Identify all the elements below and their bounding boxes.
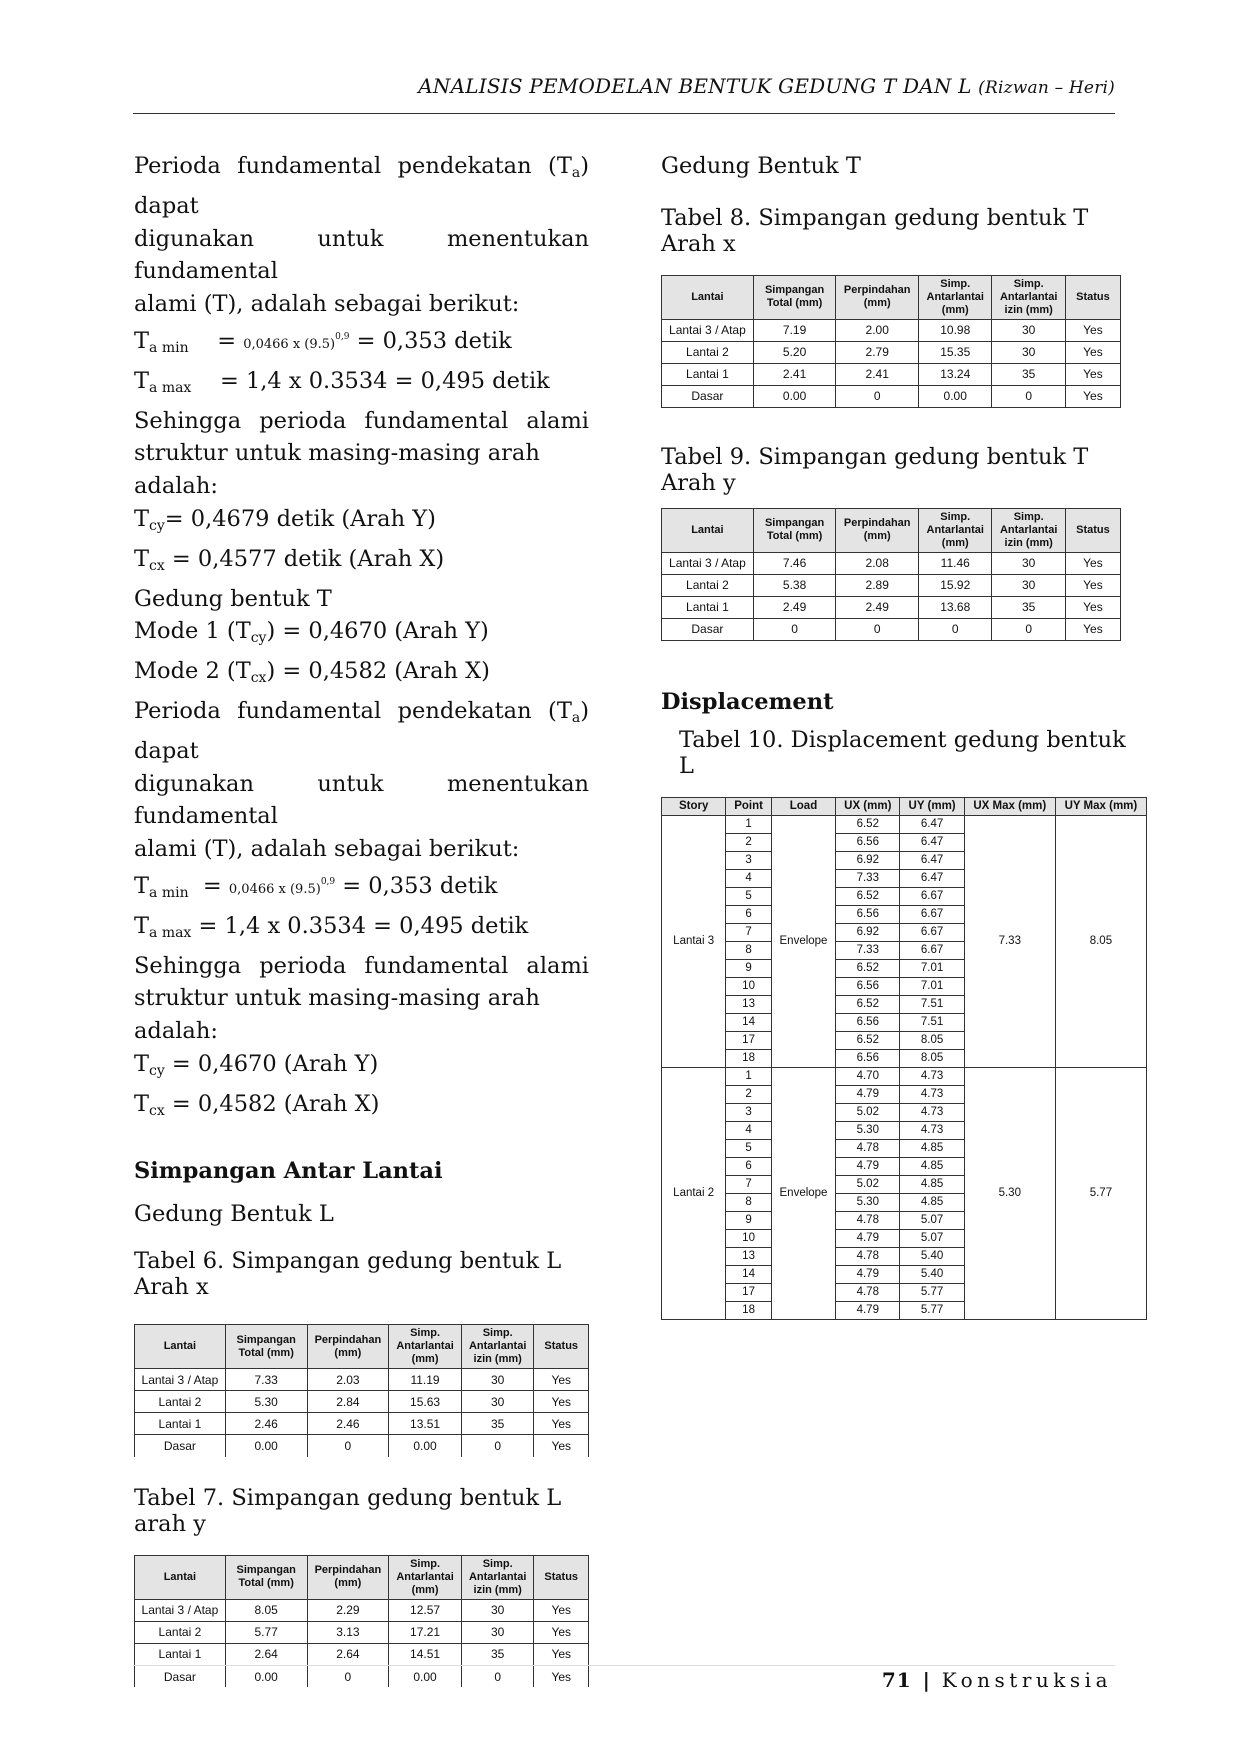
table-cell: Yes (534, 1599, 589, 1621)
ux-cell: 5.02 (836, 1103, 900, 1121)
column-header: Simp. Antarlantai (mm) (919, 508, 992, 552)
table-cell: 2.89 (836, 574, 919, 596)
column-header: Simp. Antarlantai izin (mm) (461, 1555, 534, 1599)
column-header: Status (534, 1325, 589, 1369)
table-row (662, 385, 1121, 407)
column-header: UY Max (mm) (1055, 797, 1146, 815)
point-cell: 18 (726, 1301, 772, 1319)
paragraph-line: Sehingga perioda fundamental alami (134, 407, 589, 434)
table-cell: 2.41 (836, 363, 919, 385)
table-cell: 30 (461, 1369, 534, 1391)
table-cell: 2.64 (225, 1643, 307, 1665)
uy-cell: 6.67 (900, 941, 964, 959)
table-cell: Yes (1065, 596, 1120, 618)
table-row (135, 1435, 589, 1457)
column-header: Simpangan Total (mm) (753, 508, 836, 552)
paragraph-line: alami (T), adalah sebagai berikut: (134, 291, 520, 318)
table-cell: Lantai 2 (662, 574, 754, 596)
table-cell: Yes (1065, 319, 1120, 341)
column-header: Status (534, 1555, 589, 1599)
tcy-equation: $T_{cy} = 0,4670$ (Arah Y) (134, 1050, 379, 1079)
table-6 (134, 1324, 589, 1457)
table-cell: 11.19 (389, 1369, 462, 1391)
ux-cell: 4.70 (836, 1067, 900, 1085)
table-cell: 13.24 (919, 363, 992, 385)
table-cell: Yes (534, 1621, 589, 1643)
ta-max-equation: $T_{a max}$ = 1,4 x 0.3534 = 0,495 detik (134, 367, 550, 396)
table-cell: 8.05 (225, 1599, 307, 1621)
table-cell: Lantai 2 (135, 1621, 226, 1643)
table-cell: 30 (992, 574, 1065, 596)
ux-cell: 4.79 (836, 1229, 900, 1247)
table-cell: 7.46 (753, 552, 836, 574)
column-header: Point (726, 797, 772, 815)
column-header: Simp. Antarlantai izin (mm) (992, 508, 1065, 552)
column-header: Load (771, 797, 835, 815)
uy-cell: 8.05 (900, 1031, 964, 1049)
paragraph-line: Perioda fundamental pendekatan $(T_a)$ dapat (134, 697, 589, 764)
table-cell: 35 (461, 1413, 534, 1435)
point-cell: 2 (726, 833, 772, 851)
column-header: Story (662, 797, 726, 815)
point-cell: 6 (726, 1157, 772, 1175)
column-header: Simpangan Total (mm) (225, 1325, 307, 1369)
point-cell: 5 (726, 1139, 772, 1157)
paragraph-line: struktur untuk masing-masing arah adalah: (134, 985, 540, 1045)
ta-min-equation: $T_{a min}$ = 0,0466 x $(9.5)^{0,9} = 0,353$ detik (134, 327, 512, 356)
table-cell: 3.13 (307, 1621, 389, 1643)
point-cell: 3 (726, 1103, 772, 1121)
footer-rule (133, 1665, 1115, 1666)
point-cell: 6 (726, 905, 772, 923)
table-cell: Yes (1065, 618, 1120, 640)
column-header: Perpindahan (mm) (307, 1555, 389, 1599)
point-cell: 17 (726, 1283, 772, 1301)
table-cell: 2.41 (753, 363, 836, 385)
point-cell: 10 (726, 1229, 772, 1247)
column-header: Lantai (662, 508, 754, 552)
table-cell: 35 (992, 363, 1065, 385)
uy-cell: 7.01 (900, 959, 964, 977)
subsection-title: Gedung Bentuk L (134, 1200, 334, 1227)
uy-cell: 6.47 (900, 833, 964, 851)
table-cell: 13.68 (919, 596, 992, 618)
table-7 (134, 1555, 589, 1688)
uy-cell: 4.85 (900, 1157, 964, 1175)
table-cell: 15.92 (919, 574, 992, 596)
point-cell: 9 (726, 1211, 772, 1229)
table-cell: 0 (753, 618, 836, 640)
table-cell: 2.49 (753, 596, 836, 618)
ux-cell: 7.33 (836, 869, 900, 887)
column-header: UY (mm) (900, 797, 964, 815)
table-cell: Lantai 2 (135, 1391, 226, 1413)
subsection-title: Gedung Bentuk T (661, 153, 861, 179)
table-cell: 17.21 (389, 1621, 462, 1643)
tcx-equation: $T_{cx} = 0,4582$ (Arah X) (134, 1090, 380, 1119)
uy-cell: 5.77 (900, 1283, 964, 1301)
column-header: UX (mm) (836, 797, 900, 815)
tcy-equation: $T_{cy}= 0,4679$ detik (Arah Y) (134, 505, 436, 534)
table-cell: 7.33 (225, 1369, 307, 1391)
running-head-authors: (Rizwan – Heri) (978, 78, 1115, 98)
ux-cell: 6.52 (836, 959, 900, 977)
table-row (135, 1599, 589, 1621)
paragraph-line: Perioda fundamental pendekatan $(T_a)$ dapat (134, 153, 589, 219)
uy-cell: 7.51 (900, 995, 964, 1013)
paragraph-line: digunakan untuk menentukan fundamental (134, 225, 589, 285)
point-cell: 1 (726, 815, 772, 833)
page-number: 71 (881, 1668, 912, 1692)
ta-max-equation: $T_{a max} = 1,4$ x 0.3534 = 0,495 detik (134, 912, 529, 941)
uy-cell: 4.73 (900, 1103, 964, 1121)
uy-cell: 4.73 (900, 1121, 964, 1139)
column-header: Simp. Antarlantai (mm) (389, 1555, 462, 1599)
uy-cell: 6.47 (900, 869, 964, 887)
table-cell: Yes (534, 1369, 589, 1391)
table-cell: 2.46 (307, 1413, 389, 1435)
ux-max-cell: 7.33 (964, 815, 1055, 1067)
table-cell: 0.00 (225, 1435, 307, 1457)
table-cell: Lantai 3 / Atap (662, 552, 754, 574)
uy-cell: 6.67 (900, 887, 964, 905)
column-header: Simp. Antarlantai (mm) (919, 275, 992, 319)
table-row (135, 1665, 589, 1687)
column-header: Simp. Antarlantai izin (mm) (992, 275, 1065, 319)
table-cell: 30 (461, 1621, 534, 1643)
ux-cell: 7.33 (836, 941, 900, 959)
column-header: Simpangan Total (mm) (225, 1555, 307, 1599)
ux-cell: 6.52 (836, 815, 900, 833)
running-head-title: ANALISIS PEMODELAN BENTUK GEDUNG T DAN L (418, 74, 972, 98)
column-header: UX Max (mm) (964, 797, 1055, 815)
table-caption: Tabel 8. Simpangan gedung bentuk T Arah x (661, 204, 1089, 257)
story-cell: Lantai 3 (662, 815, 726, 1067)
table-cell: Yes (1065, 552, 1120, 574)
table-cell: Yes (534, 1643, 589, 1665)
table-cell: 7.19 (753, 319, 836, 341)
table-cell: Yes (1065, 341, 1120, 363)
column-header: Simp. Antarlantai (mm) (389, 1325, 462, 1369)
table-row (135, 1391, 589, 1413)
journal-name: Konstruksia (941, 1668, 1112, 1692)
point-cell: 13 (726, 995, 772, 1013)
point-cell: 8 (726, 941, 772, 959)
table-cell: Lantai 3 / Atap (662, 319, 754, 341)
column-header: Perpindahan (mm) (836, 508, 919, 552)
table-cell: 0 (992, 385, 1065, 407)
point-cell: 7 (726, 1175, 772, 1193)
point-cell: 18 (726, 1049, 772, 1067)
ux-cell: 4.78 (836, 1247, 900, 1265)
tcx-equation: $T_{cx} = 0,4577$ detik (Arah X) (134, 545, 445, 574)
ux-cell: 4.79 (836, 1157, 900, 1175)
table-cell: Yes (1065, 363, 1120, 385)
table-cell: 11.46 (919, 552, 992, 574)
table-cell: 0 (461, 1435, 534, 1457)
paragraph-line: digunakan untuk menentukan fundamental (134, 770, 589, 830)
point-cell: 4 (726, 869, 772, 887)
table-cell: Yes (1065, 574, 1120, 596)
table-8 (661, 275, 1121, 408)
load-cell: Envelope (771, 1067, 835, 1319)
table-cell: Dasar (135, 1665, 226, 1687)
column-header: Lantai (135, 1325, 226, 1369)
column-header: Lantai (135, 1555, 226, 1599)
point-cell: 5 (726, 887, 772, 905)
uy-cell: 4.85 (900, 1175, 964, 1193)
table-row (662, 596, 1121, 618)
table-row (662, 363, 1121, 385)
table-cell: Lantai 1 (135, 1413, 226, 1435)
mode-1-line: Mode 1 $(T_{cy}) = 0,4670$ (Arah Y) (134, 618, 489, 647)
running-head (133, 74, 1115, 98)
column-header: Status (1065, 508, 1120, 552)
uy-cell: 6.67 (900, 905, 964, 923)
table-cell: 30 (992, 319, 1065, 341)
table-cell: 35 (461, 1643, 534, 1665)
table-cell: Yes (534, 1413, 589, 1435)
paragraph-line: Gedung bentuk T (134, 585, 332, 612)
table-cell: 5.20 (753, 341, 836, 363)
table-cell: 10.98 (919, 319, 992, 341)
uy-cell: 4.73 (900, 1067, 964, 1085)
ux-cell: 4.79 (836, 1085, 900, 1103)
table-caption: Tabel 6. Simpangan gedung bentuk L Arah x (134, 1248, 562, 1301)
table-cell: 14.51 (389, 1643, 462, 1665)
section-heading: Displacement (661, 688, 834, 715)
paragraph-line: struktur untuk masing-masing arah adalah: (134, 440, 540, 500)
table-cell: 2.84 (307, 1391, 389, 1413)
table-row (135, 1413, 589, 1435)
table-cell: Yes (1065, 385, 1120, 407)
ux-cell: 4.78 (836, 1283, 900, 1301)
table-row (662, 341, 1121, 363)
uy-cell: 5.40 (900, 1265, 964, 1283)
point-cell: 14 (726, 1013, 772, 1031)
table-cell: 0 (919, 618, 992, 640)
table-caption: Tabel 7. Simpangan gedung bentuk L arah y (134, 1484, 562, 1537)
point-cell: 13 (726, 1247, 772, 1265)
table-cell: 0.00 (389, 1435, 462, 1457)
column-header: Simp. Antarlantai izin (mm) (461, 1325, 534, 1369)
table-cell: Lantai 3 / Atap (135, 1369, 226, 1391)
uy-cell: 4.85 (900, 1193, 964, 1211)
table-row (662, 815, 1147, 833)
uy-cell: 4.85 (900, 1139, 964, 1157)
paragraph-line: Sehingga perioda fundamental alami (134, 952, 589, 979)
header-rule (133, 113, 1115, 114)
ux-cell: 6.52 (836, 887, 900, 905)
table-cell: 0.00 (225, 1665, 307, 1687)
story-cell: Lantai 2 (662, 1067, 726, 1319)
table-cell: 2.46 (225, 1413, 307, 1435)
table-cell: 35 (992, 596, 1065, 618)
table-cell: 0 (992, 618, 1065, 640)
point-cell: 7 (726, 923, 772, 941)
table-cell: 5.30 (225, 1391, 307, 1413)
table-cell: 30 (461, 1599, 534, 1621)
table-cell: Lantai 1 (135, 1643, 226, 1665)
table-cell: 5.38 (753, 574, 836, 596)
ux-cell: 6.56 (836, 1049, 900, 1067)
uy-cell: 6.47 (900, 815, 964, 833)
table-cell: 2.08 (836, 552, 919, 574)
table-cell: 0.00 (919, 385, 992, 407)
point-cell: 1 (726, 1067, 772, 1085)
table-row (662, 319, 1121, 341)
table-cell: Lantai 1 (662, 596, 754, 618)
ux-cell: 6.56 (836, 833, 900, 851)
table-caption: Tabel 10. Displacement gedung bentuk L (679, 726, 1126, 779)
column-header: Lantai (662, 275, 754, 319)
uy-cell: 8.05 (900, 1049, 964, 1067)
table-row (662, 618, 1121, 640)
point-cell: 3 (726, 851, 772, 869)
uy-max-cell: 8.05 (1055, 815, 1146, 1067)
table-row (135, 1621, 589, 1643)
ux-cell: 4.78 (836, 1211, 900, 1229)
point-cell: 17 (726, 1031, 772, 1049)
ux-cell: 6.52 (836, 1031, 900, 1049)
table-cell: 0 (836, 618, 919, 640)
uy-cell: 5.07 (900, 1211, 964, 1229)
table-cell: 0 (307, 1435, 389, 1457)
table-cell: Lantai 3 / Atap (135, 1599, 226, 1621)
ta-min-equation: $T_{a min} = 0,0466$ x $(9.5)^{0,9} = 0,353$ detik (134, 872, 498, 901)
table-cell: 2.03 (307, 1369, 389, 1391)
uy-cell: 6.47 (900, 851, 964, 869)
table-cell: Dasar (662, 385, 754, 407)
table-caption: Tabel 9. Simpangan gedung bentuk T Arah y (661, 443, 1089, 496)
table-cell: Dasar (135, 1435, 226, 1457)
ux-cell: 6.56 (836, 1013, 900, 1031)
ux-cell: 6.92 (836, 923, 900, 941)
ux-cell: 5.02 (836, 1175, 900, 1193)
footer-separator: | (922, 1668, 931, 1692)
table-cell: Yes (534, 1391, 589, 1413)
column-header: Status (1065, 275, 1120, 319)
uy-cell: 5.40 (900, 1247, 964, 1265)
table-cell: 2.00 (836, 319, 919, 341)
table-cell: 0.00 (389, 1665, 462, 1687)
table-row (662, 574, 1121, 596)
ux-cell: 6.92 (836, 851, 900, 869)
ux-cell: 4.79 (836, 1265, 900, 1283)
point-cell: 14 (726, 1265, 772, 1283)
paragraph-line: alami (T), adalah sebagai berikut: (134, 836, 520, 863)
point-cell: 8 (726, 1193, 772, 1211)
table-cell: Yes (534, 1435, 589, 1457)
uy-cell: 6.67 (900, 923, 964, 941)
uy-cell: 7.51 (900, 1013, 964, 1031)
ux-max-cell: 5.30 (964, 1067, 1055, 1319)
table-cell: 2.49 (836, 596, 919, 618)
table-cell: 0 (836, 385, 919, 407)
table-cell: 0.00 (753, 385, 836, 407)
table-cell: 12.57 (389, 1599, 462, 1621)
table-cell: 0 (461, 1665, 534, 1687)
ux-cell: 5.30 (836, 1121, 900, 1139)
ux-cell: 6.56 (836, 905, 900, 923)
ux-cell: 6.52 (836, 995, 900, 1013)
table-row (662, 1067, 1147, 1085)
point-cell: 4 (726, 1121, 772, 1139)
left-column (134, 150, 589, 1687)
table-cell: 0 (307, 1665, 389, 1687)
table-10 (661, 797, 1147, 1320)
ux-cell: 4.79 (836, 1301, 900, 1319)
ux-cell: 6.56 (836, 977, 900, 995)
table-cell: 15.35 (919, 341, 992, 363)
table-cell: Dasar (662, 618, 754, 640)
table-row (135, 1643, 589, 1665)
ux-cell: 4.78 (836, 1139, 900, 1157)
section-heading: Simpangan Antar Lantai (134, 1157, 443, 1184)
table-cell: 30 (461, 1391, 534, 1413)
column-header: Perpindahan (mm) (307, 1325, 389, 1369)
point-cell: 9 (726, 959, 772, 977)
point-cell: 10 (726, 977, 772, 995)
table-cell: 30 (992, 341, 1065, 363)
table-cell: 5.77 (225, 1621, 307, 1643)
table-cell: 2.79 (836, 341, 919, 363)
page-footer (700, 1668, 1112, 1692)
table-cell: 15.63 (389, 1391, 462, 1413)
table-row (135, 1369, 589, 1391)
column-header: Simpangan Total (mm) (753, 275, 836, 319)
uy-cell: 7.01 (900, 977, 964, 995)
table-9 (661, 508, 1121, 641)
table-cell: 13.51 (389, 1413, 462, 1435)
uy-cell: 4.73 (900, 1085, 964, 1103)
point-cell: 2 (726, 1085, 772, 1103)
mode-2-line: Mode 2 $(T_{cx}) = 0,4582$ (Arah X) (134, 658, 490, 687)
ux-cell: 5.30 (836, 1193, 900, 1211)
table-cell: Lantai 1 (662, 363, 754, 385)
uy-cell: 5.07 (900, 1229, 964, 1247)
table-cell: 2.64 (307, 1643, 389, 1665)
uy-cell: 5.77 (900, 1301, 964, 1319)
load-cell: Envelope (771, 815, 835, 1067)
table-cell: 2.29 (307, 1599, 389, 1621)
table-row (662, 552, 1121, 574)
column-header: Perpindahan (mm) (836, 275, 919, 319)
table-cell: Lantai 2 (662, 341, 754, 363)
uy-max-cell: 5.77 (1055, 1067, 1146, 1319)
table-cell: 30 (992, 552, 1065, 574)
right-column (661, 150, 1138, 1320)
table-cell: Yes (534, 1665, 589, 1687)
